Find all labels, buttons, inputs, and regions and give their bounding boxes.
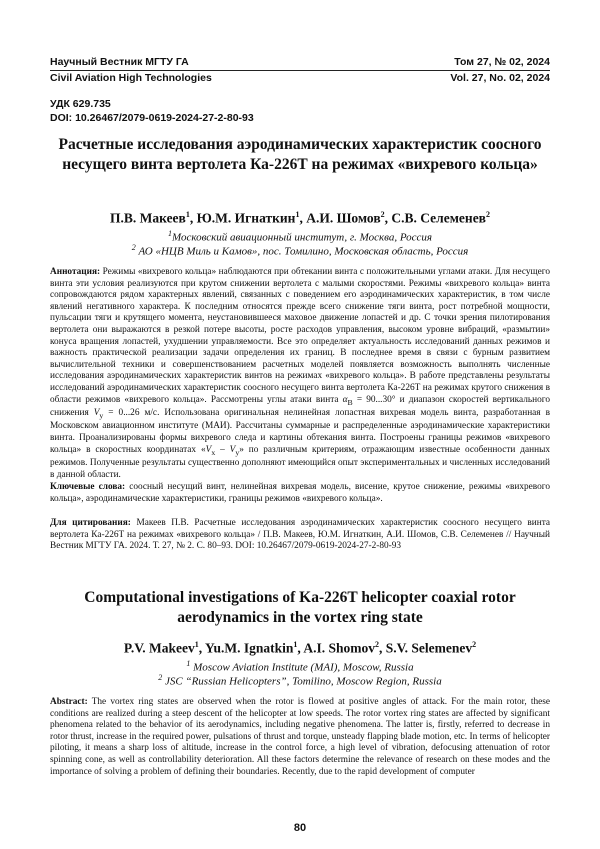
header-divider — [50, 70, 550, 71]
vy-subscript: y — [99, 410, 104, 420]
affiliation-mark: 2 — [158, 673, 163, 682]
affiliation-en-2 — [50, 671, 550, 689]
keywords-ru — [50, 482, 550, 505]
keywords-label: Ключевые слова: — [50, 482, 126, 492]
doi: DOI: 10.26467/2079-0619-2024-27-2-80-93 — [50, 112, 254, 124]
author-name: С.В. Селеменев — [391, 210, 486, 226]
vx-subscript: x — [211, 447, 216, 457]
abstract-text-ru-2: и диапазон скоростей вертикального снижения — [50, 394, 550, 418]
author-name: Ю.М. Игнаткин — [196, 210, 296, 226]
affiliation-text: Московский авиационный институт, г. Москва, Россия — [171, 231, 433, 244]
author-affiliation-mark: 2 — [375, 640, 380, 649]
abstract-en — [50, 697, 550, 778]
affiliation-mark: 2 — [131, 243, 136, 252]
udc: УДК 629.735 — [50, 98, 111, 110]
author-affiliation-mark: 1 — [295, 210, 300, 219]
affiliation-mark: 1 — [186, 659, 191, 668]
issue-en: Vol. 27, No. 02, 2024 — [450, 72, 550, 84]
vy-symbol-2: V — [229, 444, 236, 455]
abstract-text-ru-3: . Использована оригинальная нелинейная лопастная вихревая модель винта, разработанная в Московском авиационном институте (МАИ). Рассчитаны суммарные и распределенные аэродинамические характеристики винта. Проанализированы формы вихревого следа и картины обтекания винта. Построены границы режимов «вихревого кольца» в скоростных координатах « — [50, 407, 550, 455]
abstract-text-ru-4: » по различным критериям, отражающим известные особенности данных режимов. Полученные результаты существенно дополняют имеющийся опыт экспериментальных и численных исследований в данной области. — [50, 444, 550, 480]
keywords-text: соосный несущий винт, нелинейная вихревая модель, висение, крутое снижение, режимы «вихревого кольца», аэродинамические характеристики, границы режимов «вихревого кольца». — [50, 482, 550, 504]
abstract-label-ru: Аннотация: — [50, 267, 101, 277]
journal-name-ru: Научный Вестник МГТУ ГА — [50, 56, 189, 68]
alpha-range: = 90...30° — [352, 394, 396, 405]
vx-symbol: V — [205, 444, 212, 455]
author-affiliation-mark: 1 — [293, 640, 298, 649]
affiliation-mark: 1 — [167, 229, 172, 238]
affiliation-ru-2 — [50, 241, 550, 259]
author-name: П.В. Макеев — [110, 210, 186, 226]
alpha-symbol: α — [342, 394, 348, 405]
affiliation-text: JSC “Russian Helicopters”, Tomilino, Moscow Region, Russia — [165, 675, 442, 688]
author-affiliation-mark: 2 — [472, 640, 477, 649]
abstract-label-en: Abstract: — [50, 697, 88, 707]
abstract-text-en: The vortex ring states are observed when the rotor is flowed at positive angles of attack. For the main rotor, these conditions are realized during a steep descent of the helicopter at low speeds. The rotor vortex ring states are affected by significant phenomena related to the behavior of its aerodynamics, including negative phenomena. The latter is, firstly, referred to decrease in rotor thrust, increase in the required power, pulsations of thrust and torque, unsteady flapping blade motion, etc. In terms of helicopter piloting, it means a sharp loss of altitude, increase in the control force, a high level of vibration, defocusing attenuation of rotor spinning cone, as well as controllability deterioration. All these factors determine the relevance of research on these modes and the importance of solving a problem of defining their boundaries. Recently, due to the rapid development of computer — [50, 697, 551, 777]
affiliation-text: АО «НЦВ Миль и Камов», пос. Томилино, Московская область, Россия — [138, 245, 469, 258]
affiliation-text: Moscow Aviation Institute (MAI), Moscow, Russia — [193, 661, 414, 674]
citation-text: Макеев П.В. Расчетные исследования аэродинамических характеристик соосного несущего винта вертолета Ка-226Т на режимах «вихревого кольца» / П.В. Макеев, Ю.М. Игнаткин, А.И. Шомов, С.В. Селеменев // Научный Вестник МГТУ ГА. 2024. Т. 27, № 2. С. 80–93. DOI: 10.26467/2079-0619-2024-27-2-80-93 — [50, 518, 551, 552]
authors-en: P.V. Makeev$^1$, Yu.M. Ignatkin$^1$, A.I. Shomov$^2$, S.V. Selemenev$^2$ — [123, 640, 477, 656]
vy-symbol: V — [93, 407, 100, 418]
author-name: A.I. Shomov — [303, 640, 376, 656]
article-title-en: Computational investigations of Ka-226T helicopter coaxial rotor aerodynamics in the vortex ring state — [84, 589, 516, 626]
authors-ru: П.В. Макеев$^1$, Ю.М. Игнаткин$^1$, А.И. Шомов$^2$, С.В. Селеменев$^2$ — [110, 210, 490, 226]
author-name: Yu.M. Ignatkin — [204, 640, 294, 656]
author-name: S.V. Selemenev — [385, 640, 473, 656]
author-affiliation-mark: 2 — [485, 210, 490, 219]
citation-ru — [50, 518, 550, 553]
vy-subscript-2: y — [235, 447, 240, 457]
page-number: 80 — [293, 822, 307, 834]
citation-label: Для цитирования: — [50, 518, 131, 528]
article-title-ru: Расчетные исследования аэродинамических характеристик соосного несущего винта вертолета Ка-226Т на режимах «вихревого кольца» — [58, 136, 542, 173]
author-affiliation-mark: 1 — [185, 210, 190, 219]
vy-range: = 0...26 м/с — [103, 407, 158, 418]
abstract-text-ru-1: Режимы «вихревого кольца» наблюдаются при обтекании винта с положительными углами атаки. Для несущего винта эти условия реализуются при крутом снижении вертолета с малыми скоростями. Режимы «вихревого кольца» винта сопровождаются рядом характерных явлений, связанных с поведением его аэродинамических характеристик, в том числе явлений негативного характера. К последним относятся прежде всего снижение тяги винта, рост потребной мощности, пульсации тяги и крутящего момента, неустановившееся маховое движение лопастей и др. С точки зрения пилотирования вертолета они выражаются в резкой потере высоты, росте расходов управления, высоком уровне вибраций, «размытии» конуса вращения лопастей, ухудшении управляемости. Все это определяет актуальность исследований данных режимов и важность практической реализации задачи определения их границ. В последнее время в связи с бурным развитием вычислительной техники и совершенствованием расчетных моделей появляется возможность выполнять численные исследования аэродинамических характеристик винтов на режимах «вихревого кольца». В работе представлены результаты исследований аэродинамических характеристик соосного несущего винта вертолета Ка-226Т на режимах крутого снижения в области режимов «вихревого кольца». Рассмотрены углы атаки винта — [50, 267, 550, 405]
issue-ru: Том 27, № 02, 2024 — [454, 56, 550, 68]
author-affiliation-mark: 2 — [380, 210, 385, 219]
author-name: P.V. Makeev — [123, 640, 195, 656]
author-affiliation-mark: 1 — [194, 640, 199, 649]
author-name: А.И. Шомов — [306, 210, 381, 226]
journal-name-en: Civil Aviation High Technologies — [50, 72, 212, 84]
coord-separator: – — [215, 444, 230, 455]
alpha-subscript: В — [347, 397, 353, 407]
abstract-ru — [50, 267, 550, 481]
